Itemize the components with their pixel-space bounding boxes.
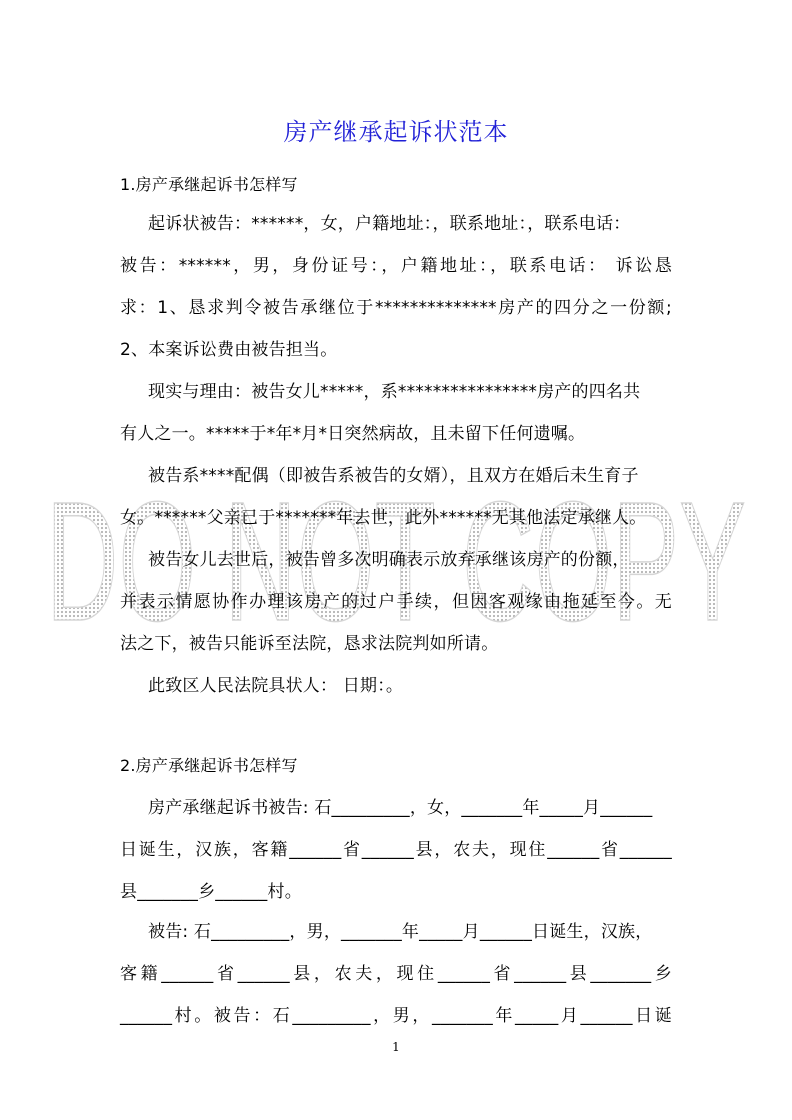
body-line: 有人之一。*****于*年*月*日突然病故，且未留下任何遗嘱。 xyxy=(120,424,586,444)
body-line: 求：1、恳求判令被告承继位于**************房产的四分之一份额; xyxy=(120,298,672,318)
body-line: 被告系****配偶（即被告系被告的女婿），且双方在婚后未生育子 xyxy=(148,466,639,486)
body-line: 此致区人民法院具状人： 日期：。 xyxy=(148,676,404,696)
body-line: 房产承继起诉书被告: 石_________，女，_______年_____月______ xyxy=(148,798,653,818)
body-line: 现实与理由：被告女儿*****，系****************房产的四名共 xyxy=(148,382,641,402)
body-line: 客籍______省______县，农夫，现住______省______县_______乡 xyxy=(120,964,672,984)
body-line: 2、本案诉讼费由被告担当。 xyxy=(120,340,338,360)
page-number: 1 xyxy=(392,1040,400,1054)
body-line: 并表示情愿协作办理该房产的过户手续，但因客观缘由拖延至今。无 xyxy=(120,592,672,612)
body-line: 县_______乡______村。 xyxy=(120,882,302,902)
body-line: ______村。被告：石_________，男，_______年_____月______日诞 xyxy=(120,1006,672,1026)
body-line: 起诉状被告：******，女，户籍地址：，联系地址：，联系电话： xyxy=(148,214,631,234)
body-line: 法之下，被告只能诉至法院，恳求法院判如所请。 xyxy=(120,634,499,654)
body-line: 被告：******，男，身份证号：，户籍地址：，联系电话： 诉讼恳 xyxy=(120,256,672,276)
body-line: 女。******父亲已于*******年去世，此外******无其他法定承继人。 xyxy=(120,508,647,528)
section-1-heading: 1.房产承继起诉书怎样写 xyxy=(120,175,298,194)
document-title: 房产继承起诉状范本 xyxy=(283,118,509,146)
body-line: 被告: 石_________，男，_______年_____月______日诞生，汉族， xyxy=(148,922,653,942)
body-line: 被告女儿去世后，被告曾多次明确表示放弃承继该房产的份额， xyxy=(148,550,630,570)
watermark-text: DO NOT COPY xyxy=(46,470,746,640)
section-2-heading: 2.房产承继起诉书怎样写 xyxy=(120,756,298,775)
body-line: 日诞生，汉族，客籍______省______县，农夫，现住______省______ xyxy=(120,840,672,860)
